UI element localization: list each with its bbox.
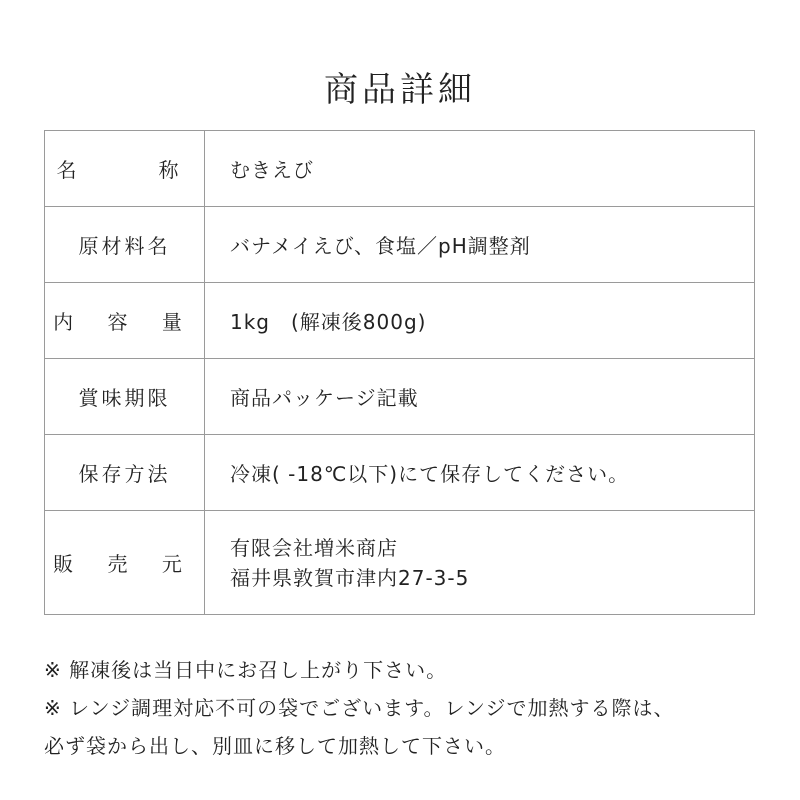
row-label-seller: 販 売 元	[45, 511, 205, 615]
row-label-quantity: 内 容 量	[45, 283, 205, 359]
row-value-name: むきえび	[205, 131, 755, 207]
note-line: ※ レンジ調理対応不可の袋でございます。レンジで加熱する際は、	[44, 696, 675, 720]
row-value-seller	[205, 511, 755, 615]
note-line: 必ず袋から出し、別皿に移して加熱して下さい。	[44, 734, 506, 758]
table-row	[45, 207, 755, 283]
table-row	[45, 359, 755, 435]
table-row	[45, 283, 755, 359]
row-value-quantity: 1kg (解凍後800g)	[205, 283, 755, 359]
table-row	[45, 131, 755, 207]
seller-name: 有限会社増米商店	[230, 535, 398, 560]
table-row	[45, 511, 755, 615]
row-label-best-before: 賞味期限	[45, 359, 205, 435]
page-title: 商品詳細	[324, 70, 476, 110]
table-row	[45, 435, 755, 511]
row-value-ingredients: バナメイえび、食塩／pH調整剤	[205, 207, 755, 283]
row-label-name: 名 称	[45, 131, 205, 207]
row-value-storage: 冷凍( -18℃以下)にて保存してください。	[205, 435, 755, 511]
product-spec-table	[44, 130, 755, 615]
seller-address: 福井県敦賀市津内27-3-5	[230, 565, 470, 590]
row-label-storage: 保存方法	[45, 435, 205, 511]
note-line: ※ 解凍後は当日中にお召し上がり下さい。	[44, 658, 448, 682]
row-label-ingredients: 原材料名	[45, 207, 205, 283]
notes	[44, 651, 764, 765]
row-value-best-before: 商品パッケージ記載	[205, 359, 755, 435]
